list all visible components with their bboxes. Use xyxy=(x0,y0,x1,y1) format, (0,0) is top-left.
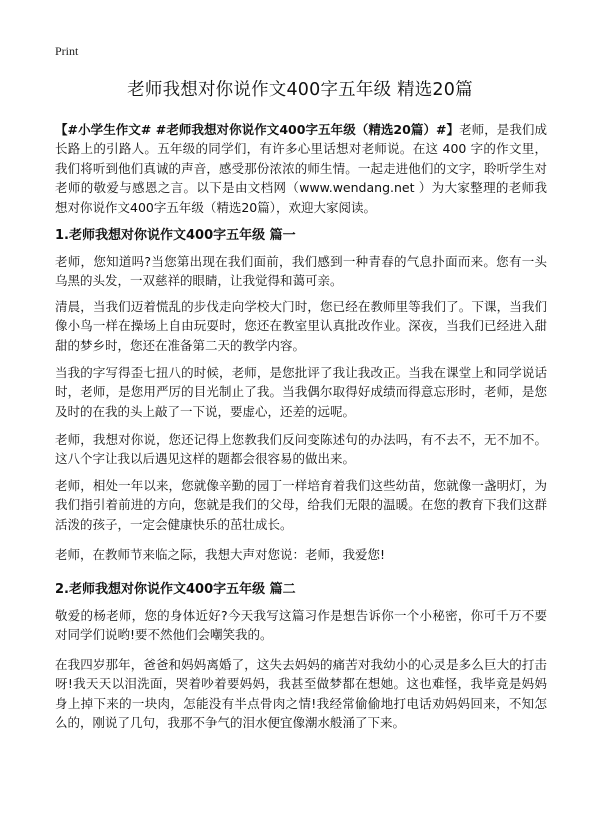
paragraph: 当我的字写得歪七扭八的时候，老师，是您批评了我让我改正。当我在课堂上和同学说话时，老师，是您用严厉的目光制止了我。当我偶尔取得好成绩而得意忘形时，老师，是您及时的在我的头上敲了一下说，要虚心，还差的远呢。 xyxy=(55,365,547,419)
print-label: Print xyxy=(55,44,79,58)
paragraph: 清晨，当我们迈着慌乱的步伐走向学校大门时，您已经在教师里等我们了。下课，当我们像小鸟一样在操场上自由玩耍时，您还在教室里认真批改作业。深夜，当我们已经进入甜甜的梦乡时，您还在准备第二天的教学内容。 xyxy=(55,299,547,353)
section-heading: 1.老师我想对你说作文400字五年级 篇一 xyxy=(55,228,296,243)
paragraph: 老师，我想对你说，您还记得上您教我们反问变陈述句的办法吗，有不去不，无不加不。这八个字让我以后遇见这样的题都会很容易的做出来。 xyxy=(55,432,547,467)
paragraph: 老师，相处一年以来，您就像辛勤的园丁一样培育着我们这些幼苗，您就像一盏明灯，为我们指引着前进的方向，您就是我们的父母，给我们无限的温暖。在您的教育下我们这群活泼的孩子，一定会健康快乐的茁壮成长。 xyxy=(55,478,547,532)
intro-bold-tag: 【#小学生作文# #老师我想对你说作文400字五年级（精选20篇）#】 xyxy=(55,122,460,137)
paragraph: 在我四岁那年，爸爸和妈妈离婚了，这失去妈妈的痛苦对我幼小的心灵是多么巨大的打击呀!我天天以泪洗面，哭着吵着要妈妈，我甚至做梦都在想她。这也难怪，我毕竟是妈妈身上掉下来的一块肉，怎能没有半点骨肉之情!我经常偷偷地打电话劝妈妈回来，不知怎么的，刚说了几句，我那不争气的泪水便宜像潮水般涌了下来。 xyxy=(55,657,547,731)
document-title: 老师我想对你说作文400字五年级 精选20篇 xyxy=(127,80,473,100)
intro-paragraph xyxy=(55,120,547,217)
paragraph: 老师，在教师节来临之际，我想大声对您说：老师，我爱您! xyxy=(55,547,386,562)
paragraph: 老师，您知道吗?当您第出现在我们面前，我们感到一种青春的气息扑面而来。您有一头乌黑的头发，一双慈祥的眼睛，让我觉得和蔼可亲。 xyxy=(55,254,547,289)
section-heading: 2.老师我想对你说作文400字五年级 篇二 xyxy=(55,582,296,597)
intro-text: 老师，是我们成长路上的引路人。五年级的同学们，有许多心里话想对老师说。在这 400 字的作文里，我们将听到他们真诚的声音，感受那份浓浓的师生情。一起走进他们的文字，聆听学生对老师的敬爱与感恩之言。以下是由文档网（www.wendang.net ）为大家整理的老师我想对你说作文400字五年级（精选20篇），欢迎大家阅读。 xyxy=(55,122,547,215)
paragraph: 敬爱的杨老师，您的身体近好?今天我写这篇习作是想告诉你一个小秘密，你可千万不要对同学们说哟!要不然他们会嘲笑我的。 xyxy=(55,608,547,643)
